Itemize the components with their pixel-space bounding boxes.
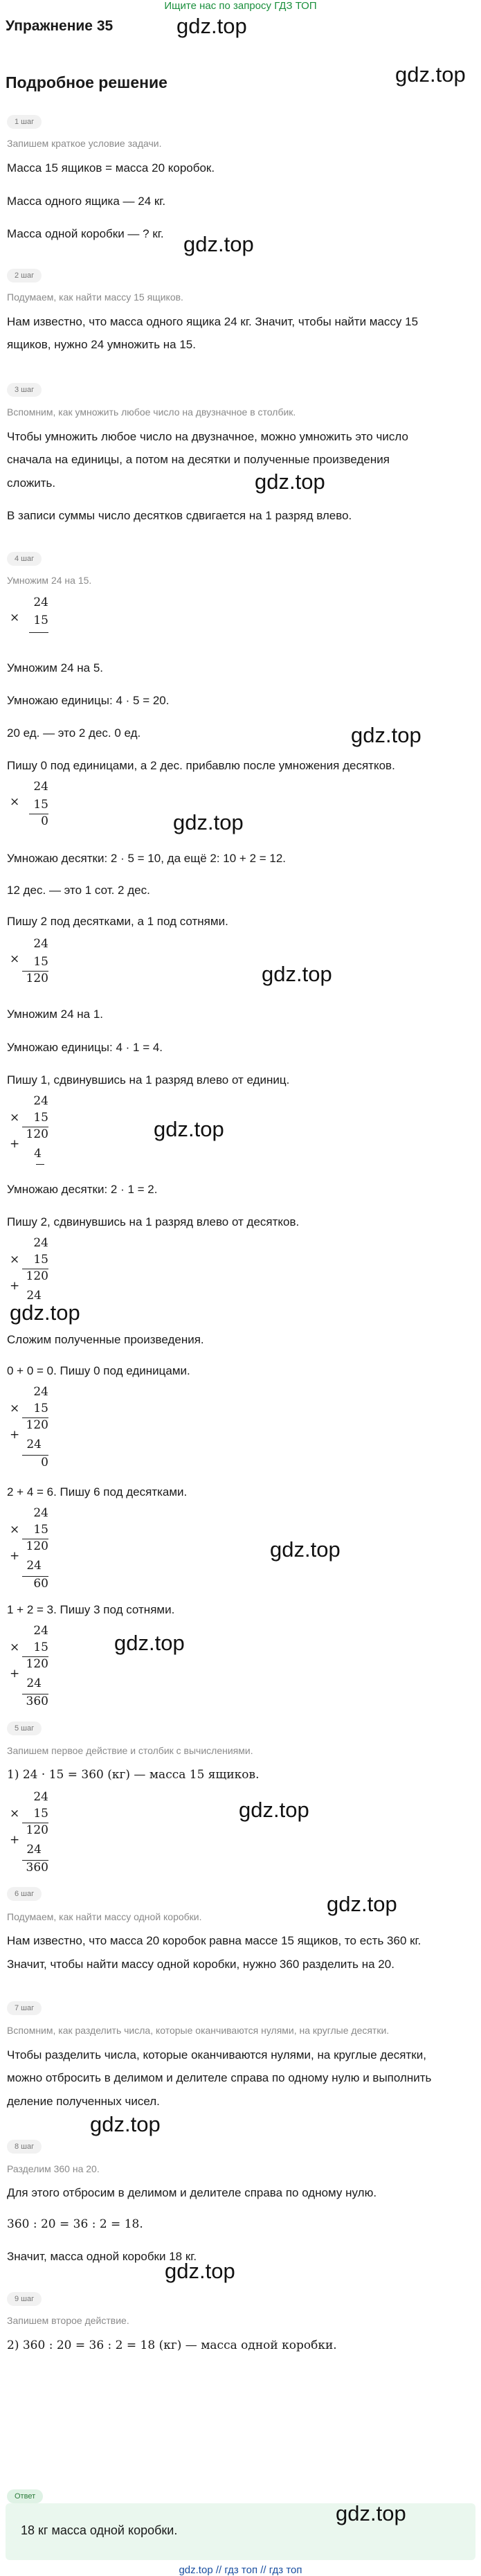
multiplicand: 24: [33, 780, 48, 794]
watermark: gdz.top: [183, 232, 254, 256]
plus-sign: +: [10, 1428, 20, 1442]
multiplicand: 24: [33, 1094, 48, 1108]
plus-sign: +: [10, 1279, 20, 1293]
text-line: 1) 24 · 15 = 360 (кг) — масса 15 ящиков.: [7, 1768, 260, 1782]
column-multiplication: [10, 596, 48, 651]
plus-sign: +: [10, 1833, 20, 1847]
times-sign: ×: [10, 952, 20, 966]
text-line: Нам известно, что масса 20 коробок равна массе 15 ящиков, то есть 360 кг.: [7, 1934, 421, 1947]
answer-text: 18 кг масса одной коробки.: [21, 2523, 178, 2537]
plus-sign: +: [10, 1549, 20, 1563]
text-line: 360 : 20 = 36 : 2 = 18.: [7, 2217, 143, 2231]
text-line: Умножаю десятки: 2 · 5 = 10, да ещё 2: 10 + 2 = 12.: [7, 852, 287, 865]
text-line: 12 дес. — это 1 сот. 2 дес.: [7, 884, 150, 897]
multiplier: 15: [33, 614, 48, 627]
watermark: gdz.top: [10, 1300, 80, 1325]
partial-product: 24: [26, 1559, 42, 1573]
times-sign: ×: [10, 611, 20, 625]
partial-product: 4: [34, 1147, 42, 1161]
text-line: деление полученных чисел.: [7, 2095, 160, 2108]
partial-product: 120: [26, 972, 48, 985]
watermark: gdz.top: [239, 1798, 309, 1822]
text-line: Для этого отбросим в делимом и делителе справа по одному нулю.: [7, 2186, 377, 2199]
step-badge: 6 шаг: [7, 1887, 42, 1901]
text-line: Масса одной коробки — ? кг.: [7, 227, 164, 240]
partial-product: 120: [26, 1418, 48, 1432]
watermark: gdz.top: [114, 1631, 185, 1655]
sum-digit: 0: [41, 1456, 48, 1469]
text-line: ящиков, нужно 24 умножить на 15.: [7, 338, 196, 351]
times-sign: ×: [10, 1253, 20, 1267]
times-sign: ×: [10, 1402, 20, 1415]
column-multiplication: [10, 937, 48, 992]
step-note: Вспомним, как разделить числа, которые оканчиваются нулями, на круглые десятки.: [7, 2025, 390, 2036]
text-line: Масса одного ящика — 24 кг.: [7, 195, 166, 208]
text-line: 0 + 0 = 0. Пишу 0 под единицами.: [7, 1364, 190, 1377]
step-badge: 7 шаг: [7, 2001, 42, 2015]
product: 360: [26, 1861, 48, 1875]
watermark: gdz.top: [90, 2112, 161, 2136]
watermark: gdz.top: [270, 1537, 341, 1562]
partial-product: 120: [26, 1127, 48, 1141]
text-line: Умножаю единицы: 4 · 5 = 20.: [7, 694, 170, 707]
watermark: gdz.top: [154, 1117, 224, 1141]
step-note: Умножим 24 на 15.: [7, 575, 92, 586]
column-multiplication: [10, 1385, 48, 1472]
step-note: Вспомним, как умножить любое число на двузначное в столбик.: [7, 406, 296, 418]
multiplier: 15: [33, 1253, 48, 1267]
footer-links[interactable]: gdz.top // гдз топ // гдз топ: [179, 2564, 302, 2576]
product: 360: [26, 1694, 48, 1708]
step-note: Разделим 360 на 20.: [7, 2163, 100, 2174]
text-line: В записи суммы число десятков сдвигается на 1 разряд влево.: [7, 509, 352, 522]
multiplicand: 24: [33, 1624, 48, 1638]
step-note: Подумаем, как найти массу 15 ящиков.: [7, 292, 183, 303]
watermark: gdz.top: [327, 1892, 397, 1916]
text-line: Пишу 0 под единицами, а 2 дес. прибавлю после умножения десятков.: [7, 759, 395, 772]
step-note: Запишем краткое условие задачи.: [7, 138, 162, 149]
text-line: Пишу 2, сдвинувшись на 1 разряд влево от десятков.: [7, 1215, 300, 1228]
watermark: gdz.top: [395, 62, 466, 87]
step-note: Запишем первое действие и столбик с вычислениями.: [7, 1745, 253, 1756]
times-sign: ×: [10, 1111, 20, 1125]
text-line: Значит, масса одной коробки 18 кг.: [7, 2250, 197, 2263]
plus-sign: +: [10, 1137, 20, 1151]
multiplier: 15: [33, 1402, 48, 1415]
column-multiplication: [10, 1790, 48, 1877]
text-line: сначала на единицы, а потом на десятки и полученные произведения: [7, 453, 390, 466]
watermark: gdz.top: [336, 2501, 406, 2525]
multiplier: 15: [33, 798, 48, 812]
text-line: Умножим 24 на 1.: [7, 1008, 104, 1021]
underline: [36, 1164, 44, 1165]
text-line: Умножаю единицы: 4 · 1 = 4.: [7, 1041, 163, 1054]
watermark: gdz.top: [262, 962, 332, 986]
times-sign: ×: [10, 1807, 20, 1821]
text-line: Нам известно, что масса одного ящика 24 кг. Значит, чтобы найти массу 15: [7, 315, 419, 328]
step-note: Подумаем, как найти массу одной коробки.: [7, 1911, 202, 1922]
step-badge: 5 шаг: [7, 1721, 42, 1735]
multiplicand: 24: [33, 937, 48, 951]
times-sign: ×: [10, 1523, 20, 1537]
text-line: Значит, чтобы найти массу одной коробки, нужно 360 разделить на 20.: [7, 1958, 394, 1971]
multiplier: 15: [33, 955, 48, 969]
plus-sign: +: [10, 1667, 20, 1681]
text-line: Чтобы разделить числа, которые оканчиваются нулями, на круглые десятки,: [7, 2048, 426, 2061]
text-line: Умножим 24 на 5.: [7, 661, 104, 674]
text-line: Масса 15 ящиков = масса 20 коробок.: [7, 161, 215, 175]
times-sign: ×: [10, 795, 20, 809]
partial-product: 120: [26, 1269, 48, 1283]
partial-product: 0: [41, 814, 48, 828]
text-line: Пишу 2 под десятками, а 1 под сотнями.: [7, 915, 228, 928]
multiplicand: 24: [33, 1236, 48, 1250]
step-badge: 8 шаг: [7, 2140, 42, 2154]
partial-product: 120: [26, 1823, 48, 1837]
multiplier: 15: [33, 1807, 48, 1821]
text-line: сложить.: [7, 476, 56, 490]
text-line: 2) 360 : 20 = 36 : 2 = 18 (кг) — масса одной коробки.: [7, 2338, 337, 2352]
step-badge: 2 шаг: [7, 269, 42, 283]
text-line: 1 + 2 = 3. Пишу 3 под сотнями.: [7, 1603, 175, 1616]
partial-product: 120: [26, 1539, 48, 1553]
solution-heading: Подробное решение: [6, 73, 167, 91]
step-badge: 9 шаг: [7, 2292, 42, 2306]
multiplicand: 24: [33, 1385, 48, 1399]
sum-digits: 60: [33, 1577, 48, 1591]
text-line: Пишу 1, сдвинувшись на 1 разряд влево от единиц.: [7, 1073, 290, 1086]
column-multiplication: [10, 1094, 48, 1170]
multiplier: 15: [33, 1640, 48, 1654]
text-line: можно отбросить в делимом и делителе справа по одному нулю и выполнить: [7, 2071, 432, 2084]
step-note: Запишем второе действие.: [7, 2315, 129, 2326]
step-badge: 3 шаг: [7, 383, 42, 397]
underline: [29, 632, 48, 633]
column-multiplication: [10, 1624, 48, 1710]
partial-product: 24: [26, 1676, 42, 1690]
text-line: 20 ед. — это 2 дес. 0 ед.: [7, 726, 141, 740]
multiplicand: 24: [33, 596, 48, 609]
multiplicand: 24: [33, 1790, 48, 1804]
text-line: Умножаю десятки: 2 · 1 = 2.: [7, 1183, 158, 1196]
partial-product: 24: [26, 1843, 42, 1857]
step-badge: 4 шаг: [7, 552, 42, 566]
watermark: gdz.top: [255, 469, 325, 494]
watermark: gdz.top: [176, 14, 247, 38]
partial-product: 24: [26, 1289, 42, 1303]
partial-product: 120: [26, 1657, 48, 1671]
multiplicand: 24: [33, 1506, 48, 1520]
step-badge: 1 шаг: [7, 115, 42, 129]
watermark: gdz.top: [351, 723, 421, 747]
text-line: 2 + 4 = 6. Пишу 6 под десятками.: [7, 1485, 188, 1499]
text-line: Чтобы умножить любое число на двузначное, можно умножить это число: [7, 430, 408, 443]
times-sign: ×: [10, 1640, 20, 1654]
exercise-title: Упражнение 35: [6, 18, 114, 34]
text-line: Сложим полученные произведения.: [7, 1333, 204, 1346]
promo-banner[interactable]: Ищите нас по запросу ГДЗ ТОП: [164, 0, 317, 12]
column-multiplication: [10, 1506, 48, 1593]
multiplier: 15: [33, 1523, 48, 1537]
watermark: gdz.top: [173, 810, 244, 834]
multiplier: 15: [33, 1111, 48, 1125]
partial-product: 24: [26, 1438, 42, 1451]
watermark: gdz.top: [165, 2259, 235, 2283]
answer-badge: Ответ: [7, 2489, 43, 2503]
column-multiplication: [10, 780, 48, 835]
